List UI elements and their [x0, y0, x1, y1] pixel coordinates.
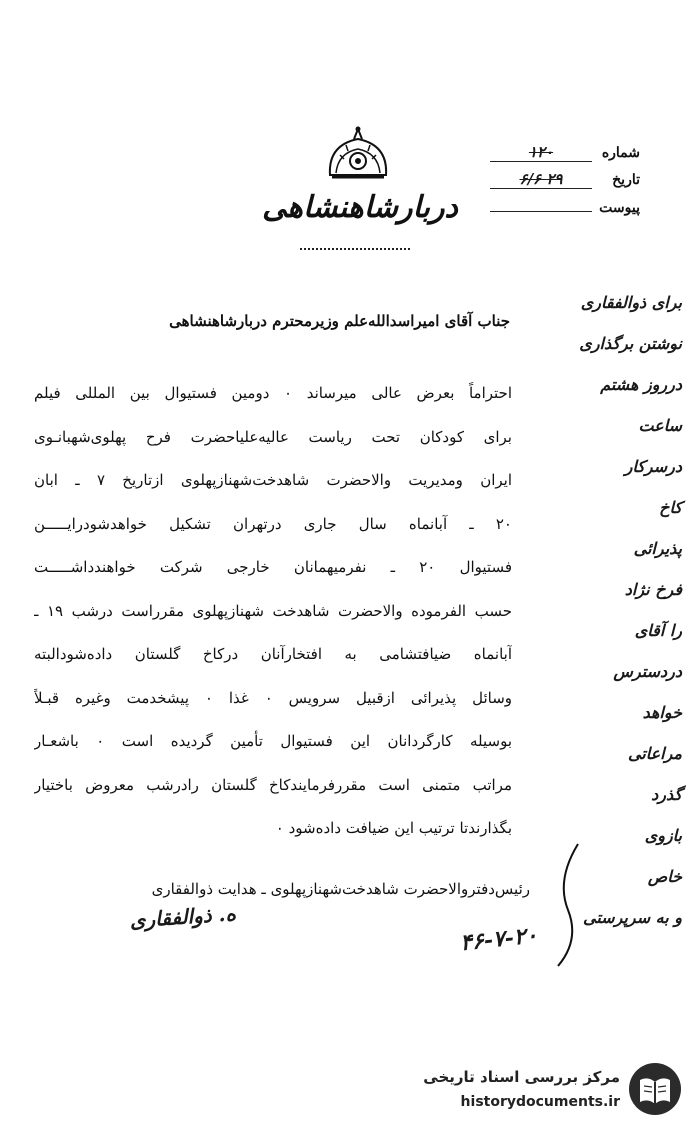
margin-note-line: درسرکار [624, 457, 682, 476]
margin-note-line: بازوی [644, 826, 682, 845]
margin-note-line: گذرد [651, 785, 682, 804]
margin-note-line: خواهد [642, 703, 682, 722]
meta-row-attachment [490, 197, 640, 224]
margin-flourish-icon [548, 840, 588, 970]
handwritten-date: ۴۶-۷-۲۰ [458, 922, 539, 957]
margin-note-line: مراعاتی [627, 744, 682, 763]
meta-row-date [490, 170, 640, 197]
margin-note-line: را آقای [634, 621, 682, 640]
margin-note-line: نوشتن برگذاری [579, 334, 682, 353]
body-line: ایران ومدیریت والاحضرت شاهدخت‌شهنازپهلوی ازتاریخ ۷ ـ ابان [34, 471, 512, 489]
body-line: ۲۰ ـ آبانماه سال جاری درتهران تشکیل خواهدشودرایـــــن [34, 514, 512, 533]
meta-value [490, 197, 592, 212]
meta-label: شماره [601, 145, 640, 161]
body-line: بوسیله کارگردانان این فستیوال تأمین گردیده است ۰ باشعـار [34, 732, 512, 750]
margin-note-line: فرخ نژاد [624, 580, 682, 599]
margin-note-line: درروز هشتم [600, 375, 682, 394]
title-divider [300, 248, 410, 250]
margin-note-line: پذیرائی [633, 539, 682, 558]
archive-watermark-logo [412, 1050, 692, 1120]
margin-note-line: کاخ [659, 498, 682, 517]
royal-crown-crest-icon [318, 125, 398, 185]
logo-url: historydocuments.ir [460, 1094, 620, 1110]
meta-label: تاریخ [612, 172, 640, 188]
meta-label: پیوست [599, 200, 640, 216]
body-line: حسب الفرموده والاحضرت شاهدخت شهنازپهلوی مقرراست درشب ۱۹ ـ [34, 601, 512, 620]
letter-salutation: جناب آقای امیراسدالله‌علم وزیرمحترم دربارشاهنشاهی [169, 312, 510, 330]
body-line: بگذارندتا ترتیب این ضیافت داده‌شود ۰ [275, 819, 512, 837]
letter-meta-block [490, 143, 640, 224]
margin-note-line: و به سرپرستی [583, 908, 682, 927]
margin-note-line: دردسترس [613, 662, 682, 681]
meta-row-number [490, 143, 640, 170]
body-line: فستیوال ۲۰ ـ نفرمیهمانان خارجی شرکت خواهندداشـــــت [34, 558, 512, 576]
margin-note-line: ساعت [638, 416, 682, 435]
body-line: آبانماه ضیافتشامی به افتخارآنان درکاخ گلستان داده‌شودالبته [34, 645, 512, 663]
royal-court-title: دربارشاهنشاهی [262, 190, 458, 225]
book-shield-icon [626, 1060, 684, 1118]
body-line: مراتب متمنی است مقررفرمایندکاخ گلستان رادرشب معروض باختیار [34, 775, 512, 794]
meta-value: ۲۹ ۶/۶ [490, 170, 592, 189]
body-line: وسائل پذیرائی ازقبیل سرویس ۰ غذا ۰ پیشخدمت وغیره قبـلاً [34, 688, 512, 707]
logo-title-fa: مرکز بررسی اسناد تاریخی [423, 1068, 620, 1086]
handwritten-signature: ه. ذوالفقاری [128, 901, 237, 933]
body-line: احتراماً بعرض عالی میرساند ۰ دومین فستیوال بین المللی فیلم [34, 384, 512, 402]
letter-body [34, 372, 512, 851]
margin-annotation [512, 282, 682, 938]
meta-value: ۱۲۰ [490, 143, 592, 162]
signatory-line: رئیس‌دفتروالاحضرت شاهدخت‌شهنازپهلوی ـ هدایت ذوالفقاری [151, 880, 530, 898]
margin-note-line: خاص [647, 867, 682, 886]
body-line: برای کودکان تحت ریاست عالیه‌علیاحضرت فرح پهلوی‌شهبانـوی [34, 427, 512, 446]
margin-note-line: برای ذوالفقاری [580, 293, 682, 312]
